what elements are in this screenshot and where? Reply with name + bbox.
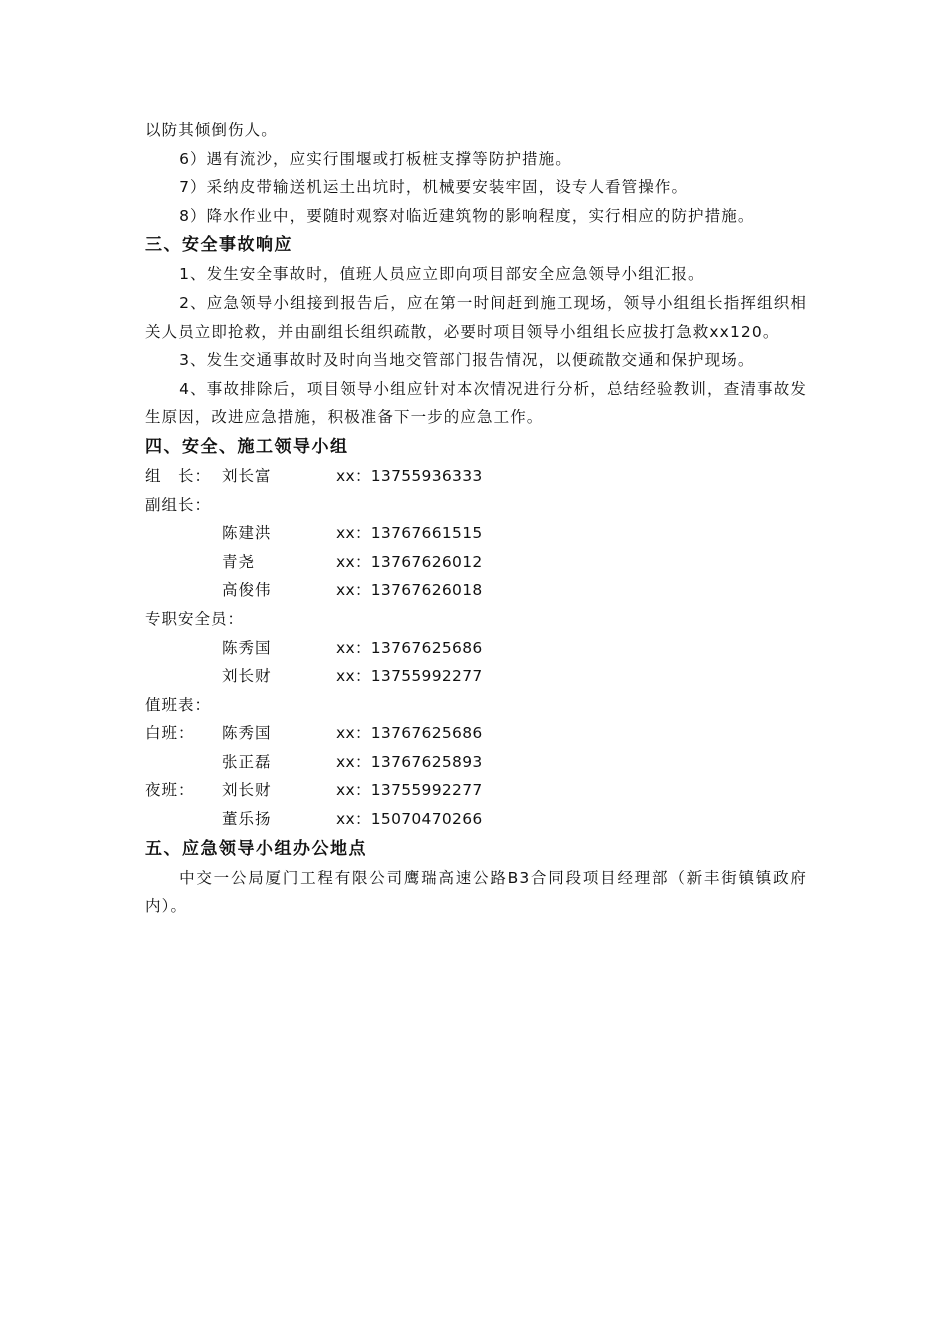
person-name: 陈建洪 — [222, 524, 272, 543]
section-heading: 五、应急领导小组办公地点 — [145, 838, 367, 859]
contact-row — [145, 491, 807, 520]
contact-row — [145, 576, 807, 605]
role-label: 值班表： — [145, 695, 212, 714]
role-label: 专职安全员： — [145, 609, 245, 628]
section-heading: 四、安全、施工领导小组 — [145, 436, 349, 457]
role-label: 白班： — [145, 724, 195, 743]
person-name: 高俊伟 — [222, 581, 272, 600]
phone-number: xx：13767661515 — [336, 524, 483, 543]
paragraph: 7）采纳皮带输送机运土出坑时，机械要安装牢固，设专人看管操作。 — [179, 178, 689, 197]
person-name: 刘长财 — [222, 667, 272, 686]
paragraph: 中交一公局厦门工程有限公司鹰瑞高速公路B3合同段项目经理部（新丰街镇镇政府内）。 — [145, 868, 807, 916]
paragraph: 6）遇有流沙，应实行围堰或打板桩支撑等防护措施。 — [179, 149, 572, 168]
person-name: 刘长财 — [222, 781, 272, 800]
paragraph: 1、发生安全事故时，值班人员应立即向项目部安全应急领导小组汇报。 — [179, 265, 705, 284]
paragraph: 2、应急领导小组接到报告后，应在第一时间赶到施工现场，领导小组组长指挥组织相关人员立即抢救，并由副组长组织疏散，必要时项目领导小组组长应拔打急救xx120。 — [145, 293, 807, 341]
phone-number: xx：13767625893 — [336, 752, 483, 771]
contact-row — [145, 719, 807, 748]
person-name: 陈秀国 — [222, 724, 272, 743]
person-name: 董乐扬 — [222, 810, 272, 829]
contact-row — [145, 776, 807, 805]
contact-list — [145, 462, 807, 834]
phone-number: xx：13755936333 — [336, 466, 483, 485]
phone-number: xx：15070470266 — [336, 810, 483, 829]
contact-row — [145, 462, 807, 491]
paragraph: 3、发生交通事故时及时向当地交管部门报告情况，以便疏散交通和保护现场。 — [179, 351, 755, 370]
contact-row — [145, 634, 807, 663]
person-name: 张正磊 — [222, 752, 272, 771]
contact-row — [145, 805, 807, 834]
phone-number: xx：13755992277 — [336, 781, 483, 800]
contact-row — [145, 691, 807, 720]
contact-row — [145, 548, 807, 577]
person-name: 青尧 — [222, 552, 256, 571]
person-name: 陈秀国 — [222, 638, 272, 657]
phone-number: xx：13755992277 — [336, 667, 483, 686]
role-label: 组 长： — [145, 466, 212, 485]
document-body — [145, 116, 807, 921]
contact-row — [145, 605, 807, 634]
section-heading: 三、安全事故响应 — [145, 235, 293, 256]
person-name: 刘长富 — [222, 466, 272, 485]
phone-number: xx：13767626018 — [336, 581, 483, 600]
paragraph: 以防其倾倒伤人。 — [145, 121, 278, 139]
phone-number: xx：13767625686 — [336, 724, 483, 743]
paragraph: 4、事故排除后，项目领导小组应针对本次情况进行分析，总结经验教训，查清事故发生原因，改进应急措施，积极准备下一步的应急工作。 — [145, 379, 807, 427]
role-label: 夜班： — [145, 781, 195, 800]
phone-number: xx：13767625686 — [336, 638, 483, 657]
contact-row — [145, 662, 807, 691]
contact-row — [145, 519, 807, 548]
paragraph: 8）降水作业中，要随时观察对临近建筑物的影响程度，实行相应的防护措施。 — [179, 206, 755, 225]
phone-number: xx：13767626012 — [336, 552, 483, 571]
role-label: 副组长： — [145, 495, 212, 514]
contact-row — [145, 748, 807, 777]
